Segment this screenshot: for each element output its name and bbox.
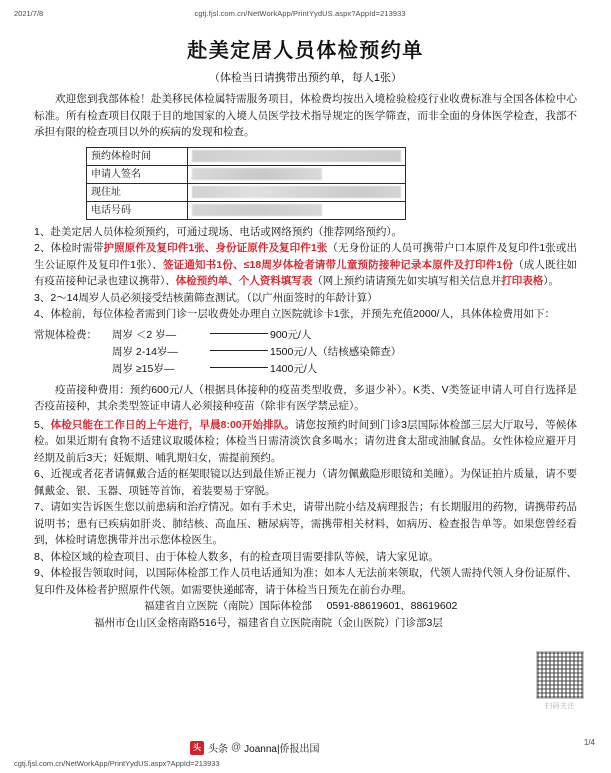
print-header-url: cgtj.fjsl.com.cn/NetWorkApp/PrintYydUS.aspx?AppId=213933 [194, 8, 406, 18]
fee-age-3: 周岁 ≥15岁— [112, 362, 175, 375]
qr-code-icon [536, 651, 584, 699]
clause-2-seg-5: 体检预约单、个人资料填写表 [175, 275, 313, 287]
toutiao-label: 头条 [208, 744, 228, 755]
vaccine-fee-note: 疫苗接种费用：预约600元/人（根据具体接种的疫苗类型收费，多退少补）。K类、V类签证申请人可自行选择是否疫苗接种，其余类型签证申请人必须接种疫苗（除非有医学禁忌症）。 [34, 383, 577, 412]
row-label-phone-number: 电话号码 [87, 201, 188, 219]
page-number: 1/4 [583, 738, 595, 747]
fee-dash-1 [210, 333, 268, 334]
row-value-appointment-time[interactable] [188, 147, 406, 165]
fee-row-2 [34, 344, 577, 361]
fee-dash-2 [210, 350, 268, 351]
contact-org: 福建省自立医院（南院）国际体检部 [144, 600, 312, 612]
clause-6 [34, 466, 577, 499]
fee-age-1: 周岁 ＜2 岁— [112, 328, 177, 341]
fee-block [34, 327, 577, 378]
fee-age-2: 周岁 2-14岁— [112, 345, 178, 358]
fee-price-3: 1400元/人 [270, 362, 318, 375]
fee-note-2: （结核感染筛查） [317, 345, 402, 358]
print-header-date: 2021/7/8 [14, 8, 44, 18]
redaction-bar [192, 204, 322, 216]
table-row [87, 165, 406, 183]
document-body [0, 24, 611, 632]
row-label-current-address: 现住址 [87, 183, 188, 201]
clause-8-text: 8、体检区域的检查项目、由于体检人数多，有的检查项目需要排队等候，请大家见谅。 [34, 550, 439, 563]
clause-1 [34, 224, 577, 241]
redaction-bar [192, 186, 401, 198]
clause-2-seg-8: ）。 [543, 275, 559, 287]
clause-6-text: 6、近视或者花者请佩戴合适的框架眼镜以达到最佳矫正视力（请勿佩戴隐形眼镜和美瞳）。为保证拍片质量，请不要佩戴金、银、玉器、项链等首饰，着装要易于穿脱。 [34, 468, 577, 497]
clause-2-seg-3: 签证通知书1份、≤18周岁体检者请带儿童预防接种记录本原件及打印件1份 [162, 258, 514, 271]
row-value-phone-number[interactable] [188, 201, 406, 219]
clause-3-text: 3、2～14周岁人员必须接受结核菌筛查测试。（以广州面签时的年龄计算） [34, 291, 378, 304]
toutiao-attribution [190, 740, 320, 755]
fee-price-1: 900元/人 [270, 328, 312, 341]
clause-7 [34, 499, 577, 549]
table-row [87, 183, 406, 201]
clause-5-seg-1: 体检只能在工作日的上午进行，早晨8:00开始排队。 [50, 418, 295, 431]
page-title: 赴美定居人员体检预约单 [187, 40, 424, 62]
toutiao-logo-icon: 头 [190, 741, 204, 755]
clause-1-text: 1、赴美定居人员体检须预约，可通过现场、电话或网络预约（推荐网络预约）。 [34, 225, 403, 238]
toutiao-separator: @ [231, 742, 242, 753]
print-footer-url: cgtj.fjsl.com.cn/NetWorkApp/PrintYydUS.aspx?AppId=213933 [14, 758, 220, 768]
clause-9 [34, 565, 577, 598]
clause-5-seg-0: 5、 [34, 418, 51, 431]
clause-2-seg-1: 护照原件及复印件1张、身份证原件及复印件1张 [103, 242, 328, 254]
clause-2-seg-2: （无身份证的人员可携带户口本原件及复印件1张或出生公证原件及复印件1张）、 [34, 242, 577, 271]
print-footer [0, 757, 611, 769]
clause-8 [34, 549, 577, 566]
clause-3 [34, 290, 577, 307]
table-row [87, 201, 406, 219]
fee-regular-label: 常规体检费： [34, 328, 97, 341]
clause-2-seg-7: 打印表格 [501, 275, 544, 287]
watermark-qr-block [527, 651, 593, 711]
row-value-current-address[interactable] [188, 183, 406, 201]
appointment-info-table [86, 147, 406, 220]
row-value-applicant-signature[interactable] [188, 165, 406, 183]
clause-2-seg-6: （网上预约请请预先如实填写相关信息并 [312, 275, 502, 287]
clause-2 [34, 240, 577, 290]
clause-2-seg-0: 2、体检时需带 [34, 242, 104, 254]
contact-phone: 0591-88619601、88619602 [326, 600, 458, 612]
redaction-bar [192, 168, 322, 180]
page-subtitle: （体检当日请携带出预约单，每人1张） [208, 72, 403, 84]
clause-2-seg-4: （成人既往如有疫苗接种记录也建议携带）、 [34, 258, 578, 287]
fee-dash-3 [210, 367, 268, 368]
fee-row-1 [34, 327, 577, 344]
redaction-bar [192, 150, 401, 162]
fee-price-2: 1500元/人 [270, 345, 318, 358]
toutiao-handle: Joanna|侨报出国 [244, 744, 320, 755]
fee-row-3 [34, 361, 577, 378]
contact-line-2: 福州市仓山区金榕南路516号，福建省自立医院南院（金山医院）门诊部3层 [94, 617, 443, 629]
clause-5 [34, 417, 577, 467]
contact-line-1 [144, 598, 577, 615]
clause-4-text: 4、体检前，每位体检者需到门诊一层收费处办理自立医院就诊卡1张，并预先充值2000/人，具体体检费用如下： [34, 308, 555, 320]
qr-label: 扫码关注 [545, 703, 575, 710]
print-header [0, 6, 611, 20]
clause-4 [34, 306, 577, 323]
row-label-appointment-time: 预约体检时间 [87, 147, 188, 165]
row-label-applicant-signature: 申请人签名 [87, 165, 188, 183]
clause-9-text: 9、体检报告领取时间，以国际体检部工作人员电话通知为准；如本人无法前来领取，代领人需持代领人身份证原件、复印件及体检者护照原件代领。如需要快递邮寄，请于体检当日预先在前台办理。 [34, 567, 577, 596]
clause-5-seg-2: 请您按预约时间到门诊3层国际体检部三层大厅取号，等候体检。如果近期有食物不适建议取暖体检；体检当日需清淡饮食多喝水；请勿进食太甜或油腻食品。女性体检应避开月经期及前后3天；妊娠期、哺乳期妇女，需提前预约。 [34, 418, 578, 464]
intro-paragraph: 欢迎您到我部体检！赴美移民体检属特需服务项目，体检费均按出入境检验检疫行业收费标准与全国各体检中心标准。所有检查项目仅限于目的地国家的入境人员医学技术指导规定的医学筛查，而非全面的身体医学检查，我部不承担有限的检查项目以外的疾病的发现和检查。 [34, 93, 577, 138]
table-row [87, 147, 406, 165]
clause-7-text: 7、请如实告诉医生您以前患病和治疗情况。如有手术史，请带出院小结及病理报告；有长期服用的药物，请携带药品说明书；患有已疾病如肝炎、肺结核、高血压、糖尿病等，需携带相关材料，如病历、检查报告单等。如果您曾经看到，体检时请您携带并出示您体检医生。 [34, 501, 577, 546]
